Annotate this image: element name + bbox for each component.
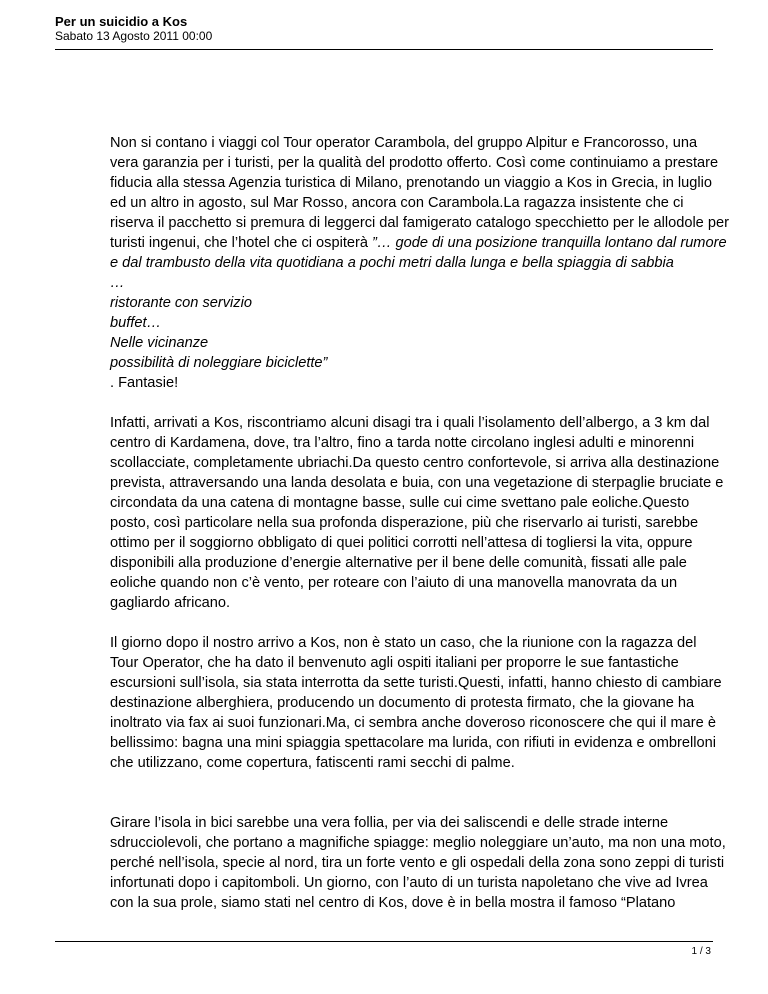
text-line: riserva il pacchetto si premura di leggerci dal famigerato catalogo specchietto per le allodole per bbox=[110, 215, 729, 231]
italic-quote-line: ristorante con servizio bbox=[110, 295, 252, 311]
text-line: vera garanzia per i turisti, per la qualità del prodotto offerto. Così come continuiamo a prestare bbox=[110, 155, 719, 171]
page-number: 1 / 3 bbox=[691, 946, 711, 957]
paragraph-3 bbox=[110, 633, 720, 773]
text-line: eoliche quando non c’è vento, per roteare con l’aiuto di una manovella manovrata da un bbox=[110, 575, 678, 591]
document-date: Sabato 13 Agosto 2011 00:00 bbox=[55, 29, 213, 43]
text-line: ottimo per il soggiorno obbligato di quei politici corrotti nell’attesa di togliersi la vita, oppure bbox=[110, 535, 693, 551]
text-line: Girare l’isola in bici sarebbe una vera follia, per via dei saliscendi e delle strade interne bbox=[110, 815, 669, 831]
text-line: scollacciate, completamente ubriachi.Da questo centro confortevole, si arriva alla destinazione bbox=[110, 455, 720, 471]
paragraph-4 bbox=[110, 813, 726, 913]
document-title: Per un suicidio a Kos bbox=[55, 14, 188, 29]
text-line: Non si contano i viaggi col Tour operator Carambola, del gruppo Alpitur e Francorosso, una bbox=[110, 135, 698, 151]
text-line: . Fantasie! bbox=[110, 375, 179, 391]
text-line bbox=[110, 233, 727, 253]
text-line: centro di Kardamena, dove, tra l’altro, fino a tarda notte circolano inglesi adulti e minorenni bbox=[110, 435, 695, 451]
text-line: perché nell’isola, specie al nord, tira un forte vento e gli ospedali della zona sono zeppi di turisti bbox=[110, 855, 725, 871]
italic-quote-line: Nelle vicinanze bbox=[110, 335, 209, 351]
text-line: sdrucciolevoli, che portano a magnifiche spiagge: meglio noleggiare un’auto, ma non una moto, bbox=[110, 835, 726, 851]
italic-quote-line: buffet… bbox=[110, 315, 162, 331]
text-line: circondata da una catena di montagne basse, sulle cui cime svettano pale eoliche.Questo bbox=[110, 495, 690, 511]
text-line: Il giorno dopo il nostro arrivo a Kos, non è stato un caso, che la riunione con la ragazza del bbox=[110, 635, 697, 651]
text-line: gagliardo africano. bbox=[110, 595, 231, 611]
document-header bbox=[55, 14, 212, 44]
text-line: fiducia alla stessa Agenzia turistica di Milano, prenotando un viaggio a Kos in Grecia, in luglio bbox=[110, 175, 712, 191]
text-line: escursioni sull’isola, sia stata interrotta da sette turisti.Questi, infatti, hanno chiesto di cambiare bbox=[110, 675, 722, 691]
text-line: disponibili alla produzione d’energie alternative per il bene delle comunità, fissati alle pale bbox=[110, 555, 687, 571]
italic-quote-segment: ”… gode di una posizione tranquilla lontano dal rumore bbox=[372, 235, 727, 251]
text-line: Infatti, arrivati a Kos, riscontriamo alcuni disagi tra i quali l’isolamento dell’albergo, a 3 km dal bbox=[110, 415, 710, 431]
text-line: che utilizzano, come copertura, fatiscenti rami secchi di palme. bbox=[110, 755, 515, 771]
text-line: prevista, attraversando una landa desolata e buia, con una vegetazione di sterpaglie bruciate e bbox=[110, 475, 724, 491]
footer-divider bbox=[55, 941, 713, 942]
text-line: bellissimo: bagna una mini spiaggia spettacolare ma lurida, con rifiuti in evidenza e ombrelloni bbox=[110, 735, 716, 751]
text-line: inoltrato via fax ai suoi funzionari.Ma, ci sembra anche doveroso riconoscere che qui il mare è bbox=[110, 715, 716, 731]
paragraph-2 bbox=[110, 413, 724, 613]
italic-quote-line: e dal trambusto della vita quotidiana a pochi metri dalla lunga e bella spiaggia di sabbia bbox=[110, 255, 674, 271]
italic-quote-line: possibilità di noleggiare biciclette” bbox=[110, 355, 328, 371]
text-line: posto, così particolare nella sua profonda disperazione, più che riservarlo ai turisti, sarebbe bbox=[110, 515, 699, 531]
text-segment: turisti ingenui, che l’hotel che ci ospiterà bbox=[110, 235, 373, 251]
text-line: ed un altro in agosto, sul Mar Rosso, ancora con Carambola.La ragazza insistente che ci bbox=[110, 195, 684, 211]
paragraph-1 bbox=[110, 133, 729, 393]
text-line: con la sua prole, siamo stati nel centro di Kos, dove è in bella mostra il famoso “Platano bbox=[110, 895, 676, 911]
text-line: destinazione alberghiera, producendo un documento di protesta firmato, che la giovane ha bbox=[110, 695, 695, 711]
header-divider bbox=[55, 49, 713, 50]
text-line: Tour Operator, che ha dato il benvenuto agli ospiti italiani per proporre le sue fantastiche bbox=[110, 655, 679, 671]
text-line: infortunati dopo i capitomboli. Un giorno, con l’auto di un turista napoletano che vive ad Ivrea bbox=[110, 875, 708, 891]
italic-quote-line: … bbox=[110, 275, 125, 291]
